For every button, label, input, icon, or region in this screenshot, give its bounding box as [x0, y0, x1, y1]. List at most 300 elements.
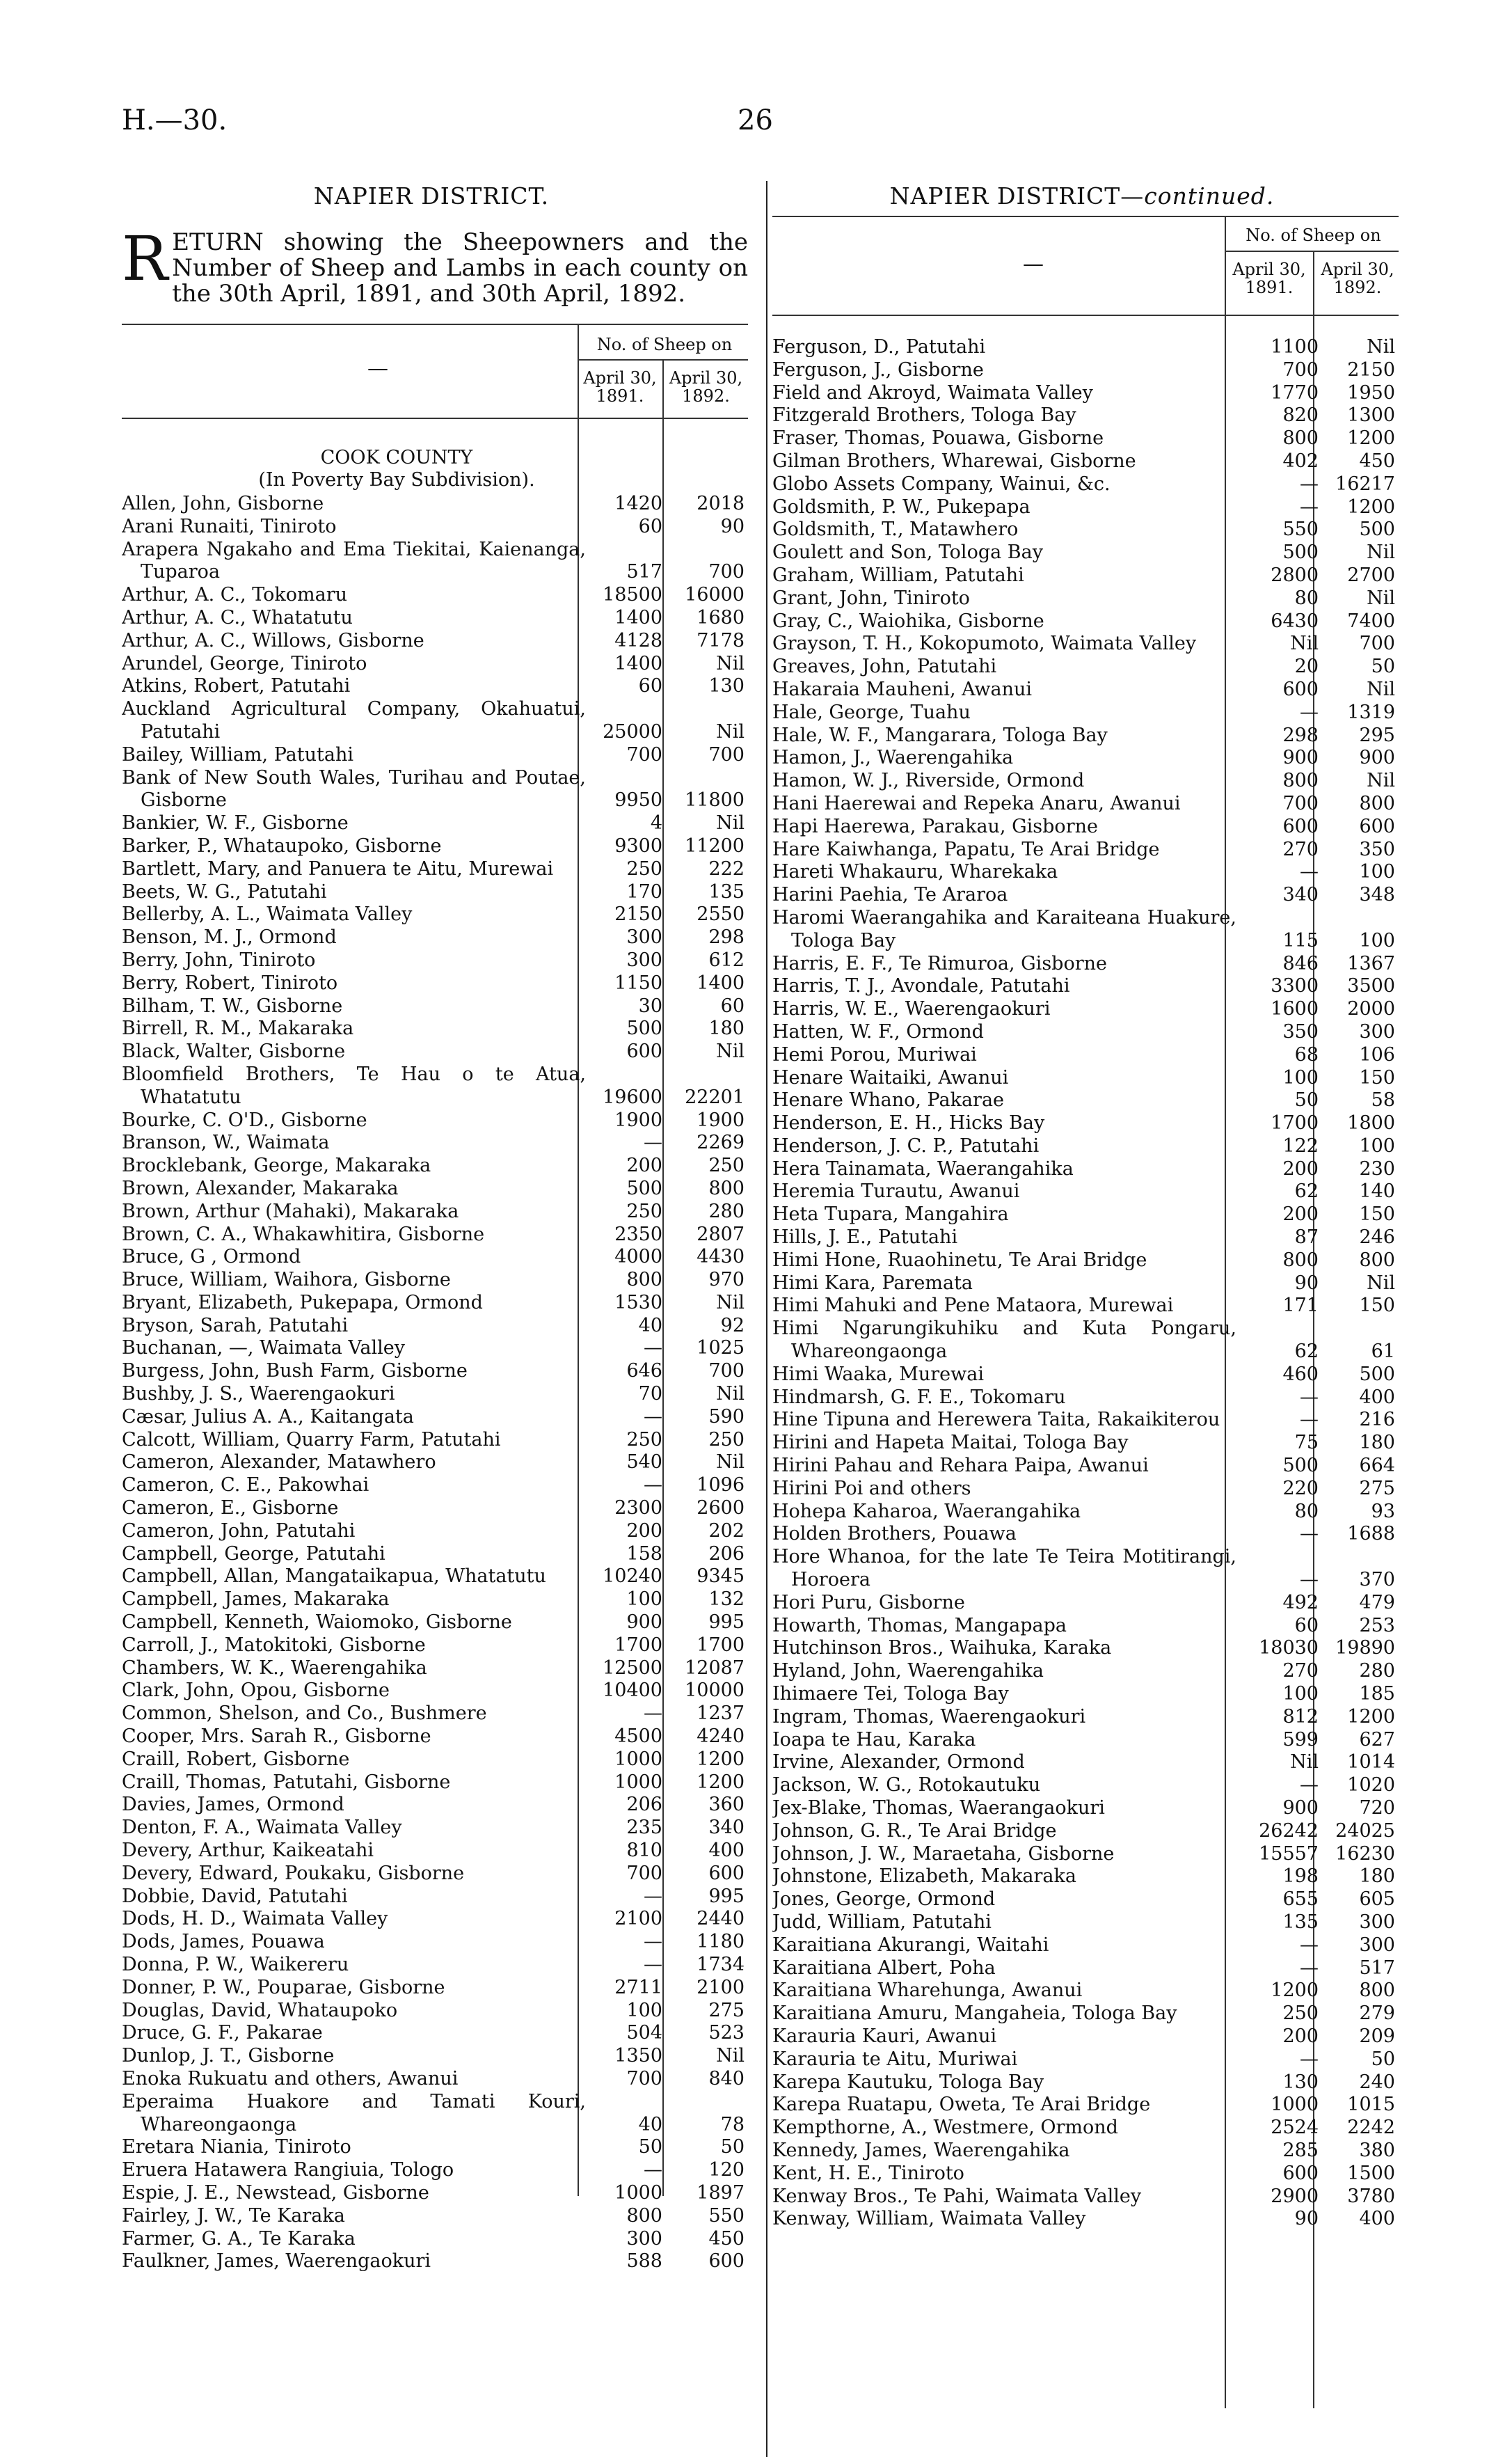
sheep-1892: Nil — [1367, 336, 1395, 358]
sheep-1891: 90 — [1294, 1272, 1319, 1294]
sheep-1891: 300 — [626, 926, 662, 949]
owner-name: Johnson, G. R., Te Arai Bridge — [772, 1819, 1057, 1842]
owner-name: Arundel, George, Tiniroto — [122, 652, 367, 674]
sheep-1892: 1900 — [697, 1109, 745, 1131]
owner-name: Goldsmith, P. W., Pukepapa — [772, 496, 1030, 518]
table-row — [122, 881, 745, 904]
sheep-1892: 664 — [1359, 1455, 1395, 1477]
table-row — [122, 653, 745, 676]
owner-name: Arapera Ngakaho and Ema Tiekitai, Kaienanga, Tuparoa — [122, 538, 586, 583]
owner-name: Craill, Robert, Gisborne — [122, 1748, 350, 1770]
owner-name: Karaitiana Akurangi, Waitahi — [772, 1934, 1049, 1956]
table-row — [772, 1729, 1395, 1752]
sheep-1892: 300 — [1359, 1020, 1395, 1043]
owner-name: Hale, W. F., Mangarara, Tologa Bay — [772, 724, 1108, 746]
sheep-1891: — — [1300, 1386, 1319, 1408]
sheep-1892: 1025 — [697, 1337, 745, 1359]
owner-name: Irvine, Alexander, Ormond — [772, 1751, 1025, 1773]
owner-name: Common, Shelson, and Co., Bushmere — [122, 1702, 487, 1725]
owner-name: Karepa Kautuku, Tologa Bay — [772, 2071, 1044, 2093]
sheep-1892: 246 — [1359, 1226, 1395, 1249]
sheep-1892: 1897 — [697, 2181, 745, 2204]
sheep-1891: 4500 — [614, 1725, 662, 1748]
owner-name: Faulkner, James, Waerengaokuri — [122, 2250, 431, 2273]
sheep-1891: 25000 — [603, 720, 662, 743]
table-row — [122, 1931, 745, 1954]
sheep-1892: 298 — [708, 926, 745, 949]
sheep-1891: 1400 — [614, 652, 662, 674]
owner-name: Jex-Blake, Thomas, Waerangaokuri — [772, 1797, 1105, 1819]
table-row — [772, 2117, 1395, 2140]
sheep-1892: 7178 — [697, 629, 745, 651]
sheep-1891: 2350 — [614, 1223, 662, 1245]
sheep-1892: 222 — [708, 858, 745, 880]
owner-name: Dods, James, Pouawa — [122, 1931, 325, 1953]
owner-name: Bruce, G , Ormond — [122, 1246, 301, 1268]
sheep-1891: — — [644, 1885, 662, 1907]
sheep-1891: 1530 — [614, 1291, 662, 1313]
sheep-1892: Nil — [716, 720, 745, 743]
table-row — [772, 2186, 1395, 2209]
sheep-1892: 100 — [1359, 1135, 1395, 1157]
sheep-1892: 275 — [1359, 1477, 1395, 1499]
table-row — [772, 953, 1395, 976]
sheep-1892: 150 — [1359, 1295, 1395, 1317]
table-row — [122, 903, 745, 926]
sheep-1892: 523 — [708, 2022, 745, 2044]
sheep-1892: 370 — [1359, 1569, 1395, 1591]
owner-name: Davies, James, Ormond — [122, 1794, 344, 1816]
sheep-1891: 270 — [1282, 1660, 1319, 1682]
owner-name: Brocklebank, George, Makaraka — [122, 1155, 431, 1177]
sheep-1891: — — [1300, 1409, 1319, 1431]
sheep-1891: 60 — [1294, 1614, 1319, 1636]
sheep-1892: 800 — [1359, 1249, 1395, 1271]
sheep-1891: — — [1300, 1523, 1319, 1545]
sheep-1891: 60 — [638, 675, 662, 697]
table-row — [122, 1977, 745, 2000]
sheep-1892: 605 — [1359, 1888, 1395, 1911]
sheep-1891: 500 — [626, 1018, 662, 1040]
sheep-1891: 19600 — [603, 1086, 662, 1108]
sheep-1891: 800 — [1282, 1249, 1319, 1271]
table-row — [772, 725, 1395, 748]
sheep-1892: 600 — [708, 2250, 745, 2273]
table-row — [772, 2048, 1395, 2071]
sheep-1892: 100 — [1359, 929, 1395, 951]
table-row — [772, 1409, 1395, 1432]
owner-name: Henderson, J. C. P., Patutahi — [772, 1135, 1040, 1157]
table-row — [772, 1660, 1395, 1683]
sheep-1892: 1014 — [1347, 1751, 1395, 1773]
owner-name: Atkins, Robert, Patutahi — [122, 675, 351, 697]
sheep-1892: 2700 — [1347, 564, 1395, 586]
table-row — [122, 516, 745, 539]
table-row — [122, 1018, 745, 1041]
sheep-1891: 18030 — [1259, 1637, 1319, 1659]
sheep-1891: — — [1300, 2048, 1319, 2070]
owner-name: Buchanan, —, Waimata Valley — [122, 1337, 406, 1359]
table-row — [122, 1064, 745, 1109]
owner-name: Auckland Agricultural Company, Okahuatui, Patutahi — [122, 698, 586, 743]
owner-name: Hakaraia Mauheni, Awanui — [772, 678, 1033, 700]
sheep-1892: 450 — [1359, 450, 1395, 472]
table-row — [122, 1702, 745, 1725]
sheep-1892: 250 — [708, 1155, 745, 1177]
owner-name: Arthur, A. C., Whatatutu — [122, 606, 353, 629]
intro-paragraph — [122, 223, 748, 308]
left-title: NAPIER DISTRICT. — [313, 182, 550, 210]
sheep-1891: 200 — [1282, 2025, 1319, 2047]
right-col-1891: April 30, 1891. — [1232, 260, 1306, 297]
table-row — [122, 995, 745, 1018]
sheep-1892: 150 — [1359, 1203, 1395, 1226]
sheep-1892: 700 — [708, 1360, 745, 1382]
county-heading: COOK COUNTY — [320, 447, 473, 468]
owner-name: Hirini Poi and others — [772, 1477, 971, 1499]
sheep-1891: — — [1300, 861, 1319, 883]
owner-name: Hani Haerewai and Repeka Anaru, Awanui — [772, 792, 1181, 814]
sheep-1892: 1400 — [697, 972, 745, 994]
sheep-1892: Nil — [1367, 770, 1395, 792]
sheep-1892: 209 — [1359, 2025, 1395, 2047]
table-row — [122, 2159, 745, 2182]
sheep-1892: 2018 — [697, 493, 745, 514]
sheep-1892: 500 — [1359, 1363, 1395, 1385]
table-row — [772, 1272, 1395, 1295]
page-id: H.—30. — [122, 104, 228, 136]
owner-name: Heta Tupara, Mangahira — [772, 1203, 1009, 1226]
owner-name: Enoka Rukuatu and others, Awanui — [122, 2067, 459, 2089]
sheep-1891: 9300 — [614, 835, 662, 857]
sheep-1892: 106 — [1359, 1043, 1395, 1066]
sheep-1892: 1300 — [1347, 404, 1395, 427]
left-blank-col: — — [367, 356, 388, 381]
table-row — [772, 1523, 1395, 1546]
sheep-1892: 450 — [708, 2227, 745, 2250]
sheep-1892: 19890 — [1335, 1637, 1395, 1659]
sheep-1891: 504 — [626, 2022, 662, 2044]
sheep-1891: 500 — [626, 1177, 662, 1199]
sheep-1892: 78 — [720, 2113, 745, 2135]
sheep-1891: 800 — [1282, 770, 1319, 792]
sheep-1891: — — [1300, 1934, 1319, 1956]
owner-name: Dobbie, David, Patutahi — [122, 1885, 348, 1907]
table-row — [772, 1546, 1395, 1592]
sheep-1891: — — [644, 2159, 662, 2181]
sheep-1891: 87 — [1294, 1226, 1319, 1249]
sheep-1891: 171 — [1282, 1295, 1319, 1317]
sheep-1892: 130 — [708, 675, 745, 697]
sheep-1892: 1200 — [1347, 1705, 1395, 1728]
sheep-1892: 2100 — [697, 1976, 745, 1998]
table-row — [122, 675, 745, 698]
table-row — [772, 1478, 1395, 1501]
table-row — [772, 2071, 1395, 2094]
owner-name: Bailey, William, Patutahi — [122, 743, 353, 766]
table-row — [122, 858, 745, 881]
table-row — [122, 1132, 745, 1155]
owner-name: Harris, W. E., Waerengaokuri — [772, 998, 1051, 1020]
table-row — [772, 2208, 1395, 2231]
owner-name: Denton, F. A., Waimata Valley — [122, 1817, 402, 1839]
sheep-1892: 840 — [708, 2067, 745, 2089]
sheep-1892: 600 — [1359, 815, 1395, 837]
sheep-1891: 80 — [1294, 587, 1319, 609]
table-row — [122, 1315, 745, 1338]
table-row — [772, 1797, 1395, 1820]
table-row — [772, 816, 1395, 839]
owner-name: Bushby, J. S., Waerengaokuri — [122, 1383, 395, 1405]
sheep-1891: 1150 — [614, 972, 662, 994]
owner-name: Field and Akroyd, Waimata Valley — [772, 381, 1093, 404]
table-row — [122, 1224, 745, 1247]
sheep-1891: 1000 — [614, 2181, 662, 2204]
sheep-1892: Nil — [1367, 678, 1395, 700]
sheep-1892: 1015 — [1347, 2094, 1395, 2116]
sheep-1891: 70 — [638, 1383, 662, 1405]
sheep-1891: 4128 — [614, 629, 662, 651]
owner-name: Gilman Brothers, Wharewai, Gisborne — [772, 450, 1136, 472]
owner-name: Hare Kaiwhanga, Papatu, Te Arai Bridge — [772, 838, 1160, 860]
sheep-1891: 250 — [626, 1428, 662, 1451]
table-row — [122, 2045, 745, 2068]
sheep-1892: 1096 — [697, 1474, 745, 1496]
owner-name: Cameron, C. E., Pakowhai — [122, 1474, 369, 1496]
sheep-1891: 700 — [626, 743, 662, 766]
sheep-1892: 500 — [1359, 519, 1395, 541]
owner-name: Bloomfield Brothers, Te Hau o te Atua, Whatatutu — [122, 1063, 586, 1108]
owner-name: Greaves, John, Patutahi — [772, 656, 997, 678]
owner-name: Burgess, John, Bush Farm, Gisborne — [122, 1360, 468, 1382]
owner-name: Campbell, Allan, Mangataikapua, Whatatutu — [122, 1565, 546, 1588]
table-row — [122, 1817, 745, 1840]
sheep-1891: 20 — [1294, 656, 1319, 678]
table-row — [772, 2002, 1395, 2025]
sheep-1892: 1950 — [1347, 381, 1395, 404]
table-row — [122, 1360, 745, 1383]
sheep-1891: 810 — [626, 1840, 662, 1862]
owner-name: Grayson, T. H., Kokopumoto, Waimata Valley — [772, 633, 1197, 655]
owner-name: Brown, Arthur (Mahaki), Makaraka — [122, 1200, 459, 1222]
table-row — [122, 1771, 745, 1794]
sheep-1891: 1700 — [1271, 1112, 1319, 1135]
owner-name: Hirini and Hapeta Maitai, Tologa Bay — [772, 1432, 1129, 1454]
table-row — [772, 1888, 1395, 1911]
sheep-1891: 812 — [1282, 1705, 1319, 1728]
sheep-1892: Nil — [1367, 542, 1395, 564]
sheep-1892: Nil — [1367, 1272, 1395, 1294]
sheep-1892: Nil — [1367, 587, 1395, 609]
table-row — [122, 2136, 745, 2159]
table-row — [122, 2000, 745, 2023]
right-title-continued: continued. — [1144, 182, 1275, 210]
table-row — [772, 1980, 1395, 2002]
owner-name: Campbell, Kenneth, Waiomoko, Gisborne — [122, 1611, 512, 1634]
intro-dropcap: R — [122, 223, 168, 294]
table-row — [122, 1794, 745, 1817]
sheep-1892: 2600 — [697, 1497, 745, 1519]
owner-name: Bryson, Sarah, Patutahi — [122, 1314, 349, 1336]
table-row — [772, 1226, 1395, 1249]
sheep-1891: 2800 — [1271, 564, 1319, 586]
table-row — [772, 1455, 1395, 1478]
owner-name: Globo Assets Company, Wainui, &c. — [772, 473, 1111, 495]
sheep-1891: 2100 — [614, 1908, 662, 1930]
table-row — [122, 926, 745, 949]
sheep-1891: 6430 — [1271, 610, 1319, 632]
owner-name: Hutchinson Bros., Waihuka, Karaka — [772, 1637, 1112, 1659]
owner-name: Eperaima Huakore and Tamati Kouri, Whareongaonga — [122, 2090, 586, 2135]
table-row — [772, 359, 1395, 382]
table-row — [122, 972, 745, 995]
sheep-1891: 1350 — [614, 2045, 662, 2067]
sheep-1892: 400 — [1359, 1386, 1395, 1408]
owner-name: Graham, William, Patutahi — [772, 564, 1024, 586]
table-row — [772, 496, 1395, 519]
sheep-1892: 22201 — [685, 1086, 745, 1108]
sheep-1891: 10240 — [603, 1565, 662, 1588]
sheep-1892: 300 — [1359, 1911, 1395, 1933]
sheep-1891: 1100 — [1271, 336, 1319, 358]
sheep-1892: 3780 — [1347, 2185, 1395, 2207]
owner-name: Devery, Arthur, Kaikeatahi — [122, 1840, 374, 1862]
owner-name: Bartlett, Mary, and Panuera te Aitu, Murewai — [122, 858, 554, 880]
sheep-1891: 1000 — [614, 1748, 662, 1770]
sheep-1892: 295 — [1359, 724, 1395, 746]
table-row — [772, 1158, 1395, 1181]
table-row — [122, 584, 745, 607]
sheep-1891: 62 — [1294, 1180, 1319, 1203]
table-row — [772, 404, 1395, 427]
sheep-1891: — — [644, 1337, 662, 1359]
sheep-1891: 220 — [1282, 1477, 1319, 1499]
sheep-1892: 700 — [1359, 633, 1395, 655]
owner-name: Hohepa Kaharoa, Waerangahika — [772, 1500, 1081, 1522]
table-row — [122, 2091, 745, 2137]
table-row — [772, 427, 1395, 450]
sheep-1891: 235 — [626, 1817, 662, 1839]
left-col-1891: April 30, 1891. — [583, 368, 657, 406]
owner-name: Campbell, James, Makaraka — [122, 1588, 390, 1611]
sheep-1891: 4 — [650, 812, 662, 835]
table-row — [122, 1954, 745, 1977]
table-row — [772, 519, 1395, 542]
table-row — [772, 633, 1395, 656]
table-row — [772, 1706, 1395, 1729]
sheep-1892: 50 — [1371, 2048, 1395, 2070]
sheep-1891: 3300 — [1271, 975, 1319, 997]
table-row — [122, 812, 745, 835]
owner-name: Johnson, J. W., Maraetaha, Gisborne — [772, 1842, 1115, 1865]
table-row — [772, 1683, 1395, 1706]
sheep-1892: 202 — [708, 1519, 745, 1542]
sheep-1891: 1400 — [614, 606, 662, 629]
sheep-1892: 720 — [1359, 1797, 1395, 1819]
sheep-1891: Nil — [1290, 1751, 1319, 1773]
sheep-1891: 900 — [1282, 747, 1319, 769]
right-table-body — [772, 336, 1395, 2231]
table-row — [122, 1634, 745, 1657]
sheep-1891: — — [644, 1931, 662, 1953]
table-row — [772, 1820, 1395, 1843]
sheep-1891: 200 — [1282, 1158, 1319, 1180]
sheep-1891: 550 — [1282, 519, 1319, 541]
right-title-main: NAPIER DISTRICT— — [889, 182, 1145, 210]
sheep-1891: 900 — [1282, 1797, 1319, 1819]
sheep-1892: 135 — [708, 880, 745, 903]
sheep-1891: 900 — [626, 1611, 662, 1634]
table-row — [772, 1957, 1395, 1980]
table-row — [122, 767, 745, 813]
sheep-1892: 275 — [708, 1999, 745, 2021]
left-col-group: No. of Sheep on — [596, 335, 733, 354]
table-row — [122, 1886, 745, 1909]
table-row — [772, 1295, 1395, 1318]
sheep-1892: 360 — [708, 1794, 745, 1816]
sheep-1892: 348 — [1359, 884, 1395, 906]
sheep-1891: 15557 — [1259, 1842, 1319, 1865]
sheep-1892: 7400 — [1347, 610, 1395, 632]
owner-name: Karepa Ruatapu, Oweta, Te Arai Bridge — [772, 2094, 1151, 2116]
owner-name: Jones, George, Ormond — [772, 1888, 996, 1911]
owner-name: Fraser, Thomas, Pouawa, Gisborne — [772, 427, 1104, 450]
sheep-1892: 2242 — [1347, 2117, 1395, 2139]
sheep-1891: — — [1300, 1569, 1319, 1591]
sheep-1892: 180 — [1359, 1865, 1395, 1888]
owner-name: Ioapa te Hau, Karaka — [772, 1728, 976, 1751]
sheep-1892: 240 — [1359, 2071, 1395, 2093]
sheep-1891: 2524 — [1271, 2117, 1319, 2139]
sheep-1892: 61 — [1371, 1341, 1395, 1363]
sheep-1891: 588 — [626, 2250, 662, 2273]
sheep-1892: Nil — [716, 1291, 745, 1313]
table-row — [772, 998, 1395, 1021]
sheep-1892: 120 — [708, 2159, 745, 2181]
table-row — [772, 382, 1395, 405]
table-row — [122, 630, 745, 653]
owner-name: Hera Tainamata, Waerangahika — [772, 1158, 1074, 1180]
table-row — [772, 610, 1395, 633]
sheep-1892: 185 — [1359, 1683, 1395, 1705]
sheep-1891: 26242 — [1259, 1819, 1319, 1842]
table-row — [772, 1911, 1395, 1934]
owner-name: Hore Whanoa, for the late Te Teira Motitirangi, Horoera — [772, 1546, 1236, 1591]
table-row — [772, 1044, 1395, 1067]
owner-name: Hamon, J., Waerengahika — [772, 747, 1014, 769]
owner-name: Cameron, John, Patutahi — [122, 1519, 356, 1542]
sheep-1892: 380 — [1359, 2139, 1395, 2161]
sheep-1892: 3500 — [1347, 975, 1395, 997]
sheep-1891: 158 — [626, 1542, 662, 1565]
owner-name: Karaitiana Wharehunga, Awanui — [772, 1980, 1083, 2002]
sheep-1892: 132 — [708, 1588, 745, 1611]
owner-name: Douglas, David, Whataupoko — [122, 1999, 398, 2021]
sheep-1891: 340 — [1282, 884, 1319, 906]
owner-name: Gray, C., Waiohika, Gisborne — [772, 610, 1044, 632]
sheep-1892: Nil — [716, 652, 745, 674]
sheep-1891: 1700 — [614, 1634, 662, 1656]
sheep-1892: 612 — [708, 949, 745, 971]
owner-name: Ingram, Thomas, Waerengaokuri — [772, 1705, 1086, 1728]
sheep-1892: 90 — [720, 515, 745, 537]
right-col-1892: April 30, 1892. — [1321, 260, 1394, 297]
sheep-1892: 230 — [1359, 1158, 1395, 1180]
subdivision-heading: (In Poverty Bay Subdivision). — [258, 469, 535, 491]
owner-name: Hatten, W. F., Ormond — [772, 1020, 984, 1043]
sheep-1891: 12500 — [603, 1657, 662, 1679]
sheep-1891: 2900 — [1271, 2185, 1319, 2207]
